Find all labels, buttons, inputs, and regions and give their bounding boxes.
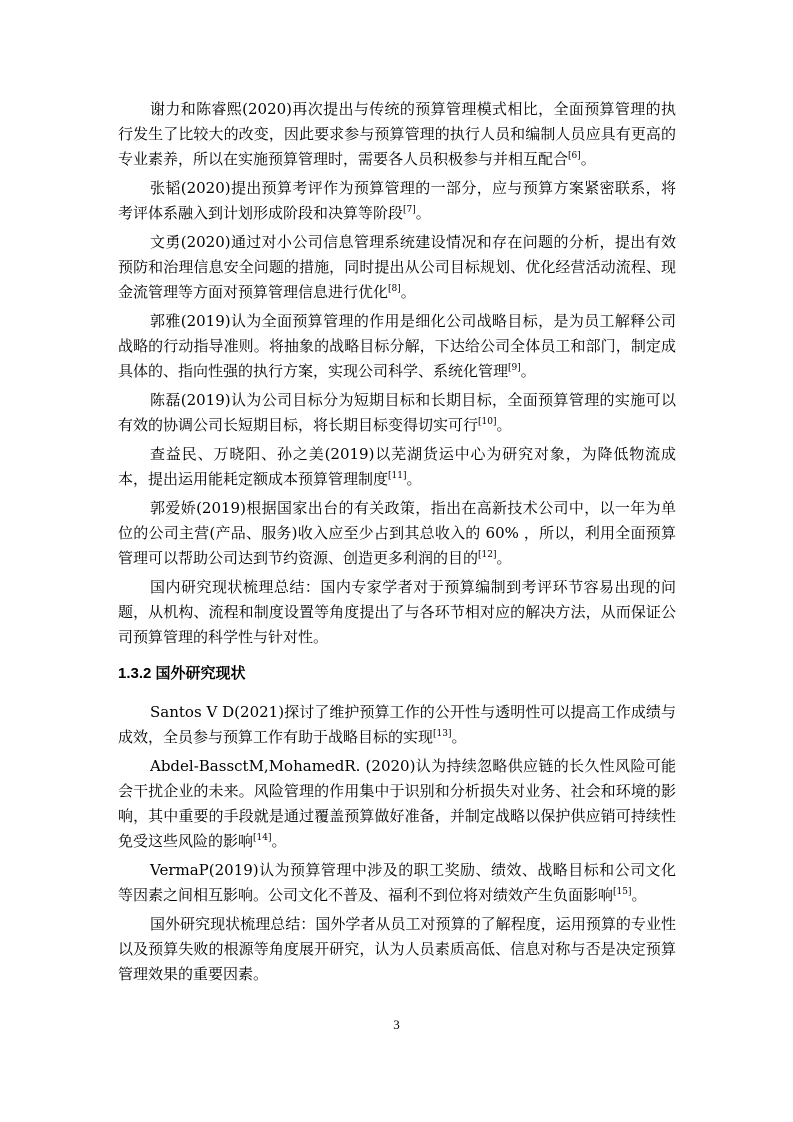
page-number: 3 bbox=[393, 1017, 400, 1032]
paragraph: 查益民、万晓阳、孙之美(2019)以芜湖货运中心为研究对象，为降低物流成本，提出运用能耗定额成本预算管理制度[11]。 bbox=[118, 445, 676, 488]
citation: [9] bbox=[508, 363, 521, 373]
paragraph: 郭雅(2019)认为全面预算管理的作用是细化公司战略目标，是为员工解释公司战略的行动指导准则。将抽象的战略目标分解，下达给公司全体员工和部门，制定成具体的、指向性强的执行方案，实现公司科学、系统化管理[9]。 bbox=[118, 312, 676, 380]
summary-paragraph: 国内研究现状梳理总结：国内专家学者对于预算编制到考评环节容易出现的问 题，从机构、流程和制度设置等角度提出了与各环节相对应的解决方法，从而保证公司预算管理的科学性与针对性。 bbox=[118, 578, 676, 646]
domestic-research-section bbox=[118, 97, 676, 650]
section-heading: 1.3.2 国外研究现状 bbox=[118, 665, 246, 682]
citation: [7] bbox=[403, 205, 416, 215]
citation: [14] bbox=[253, 833, 272, 843]
foreign-research-section bbox=[118, 700, 676, 987]
paragraph: 陈磊(2019)认为公司目标分为短期目标和长期目标，全面预算管理的实施可以有效的协调公司长短期目标，将长期目标变得切实可行[10]。 bbox=[118, 391, 676, 434]
document-body bbox=[118, 97, 676, 991]
citation: [15] bbox=[613, 887, 632, 897]
citation: [11] bbox=[388, 471, 407, 481]
paragraph: VermaP(2019)认为预算管理中涉及的职工奖励、绩效、战略目标和公司文化等因素之间相互影响。公司文化不普及、福利不到位将对绩效产生负面影响[15]。 bbox=[118, 861, 676, 904]
paragraph: 文勇(2020)通过对小公司信息管理系统建设情况和存在问题的分析，提出有效预防和治理信息安全问题的措施，同时提出从公司目标规划、优化经营活动流程、现金流管理等方面对预算管理信息进行优化[8]。 bbox=[118, 233, 676, 301]
citation: [6] bbox=[568, 151, 581, 161]
citation: [8] bbox=[388, 284, 401, 294]
paragraph: Abdel-BassctM,MohamedR. (2020)认为持续忽略供应链的长久性风险可能会干扰企业的未来。风险管理的作用集中于识别和分析损失对业务、社会和环境的影响，其中重要的手段就是通过覆盖预算做好准备，并制定战略以保护供应销可持续性免受这些风险的影响[14]。 bbox=[118, 757, 676, 850]
citation: [13] bbox=[433, 729, 452, 739]
paragraph: 张韬(2020)提出预算考评作为预算管理的一部分，应与预算方案紧密联系，将考评体系融入到计划形成阶段和决算等阶段[7]。 bbox=[118, 179, 676, 222]
summary-paragraph: 国外研究现状梳理总结：国外学者从员工对预算的了解程度，运用预算的专业性以及预算失败的根源等角度展开研究，认为人员素质高低、信息对称与否是决定预算管理效果的重要因素。 bbox=[118, 915, 676, 983]
paragraph: 谢力和陈睿熙(2020)再次提出与传统的预算管理模式相比，全面预算管理的执行发生了比较大的改变，因此要求参与预算管理的执行人员和编制人员应具有更高的专业素养，所以在实施预算管理时，需要各人员积极参与并相互配合[6]。 bbox=[118, 100, 676, 168]
citation: [10] bbox=[478, 417, 497, 427]
paragraph: Santos V D(2021)探讨了维护预算工作的公开性与透明性可以提高工作成绩与成效，全员参与预算工作有助于战略目标的实现[13]。 bbox=[118, 703, 676, 746]
citation: [12] bbox=[478, 550, 497, 560]
paragraph: 郭爱娇(2019)根据国家出台的有关政策，指出在高新技术公司中，以一年为单位的公司主营(产品、服务)收入应至少占到其总收入的 60% ，所以，利用全面预算管理可以帮助公司达到节约资源、创造更多利润的目的[12]。 bbox=[118, 499, 676, 567]
